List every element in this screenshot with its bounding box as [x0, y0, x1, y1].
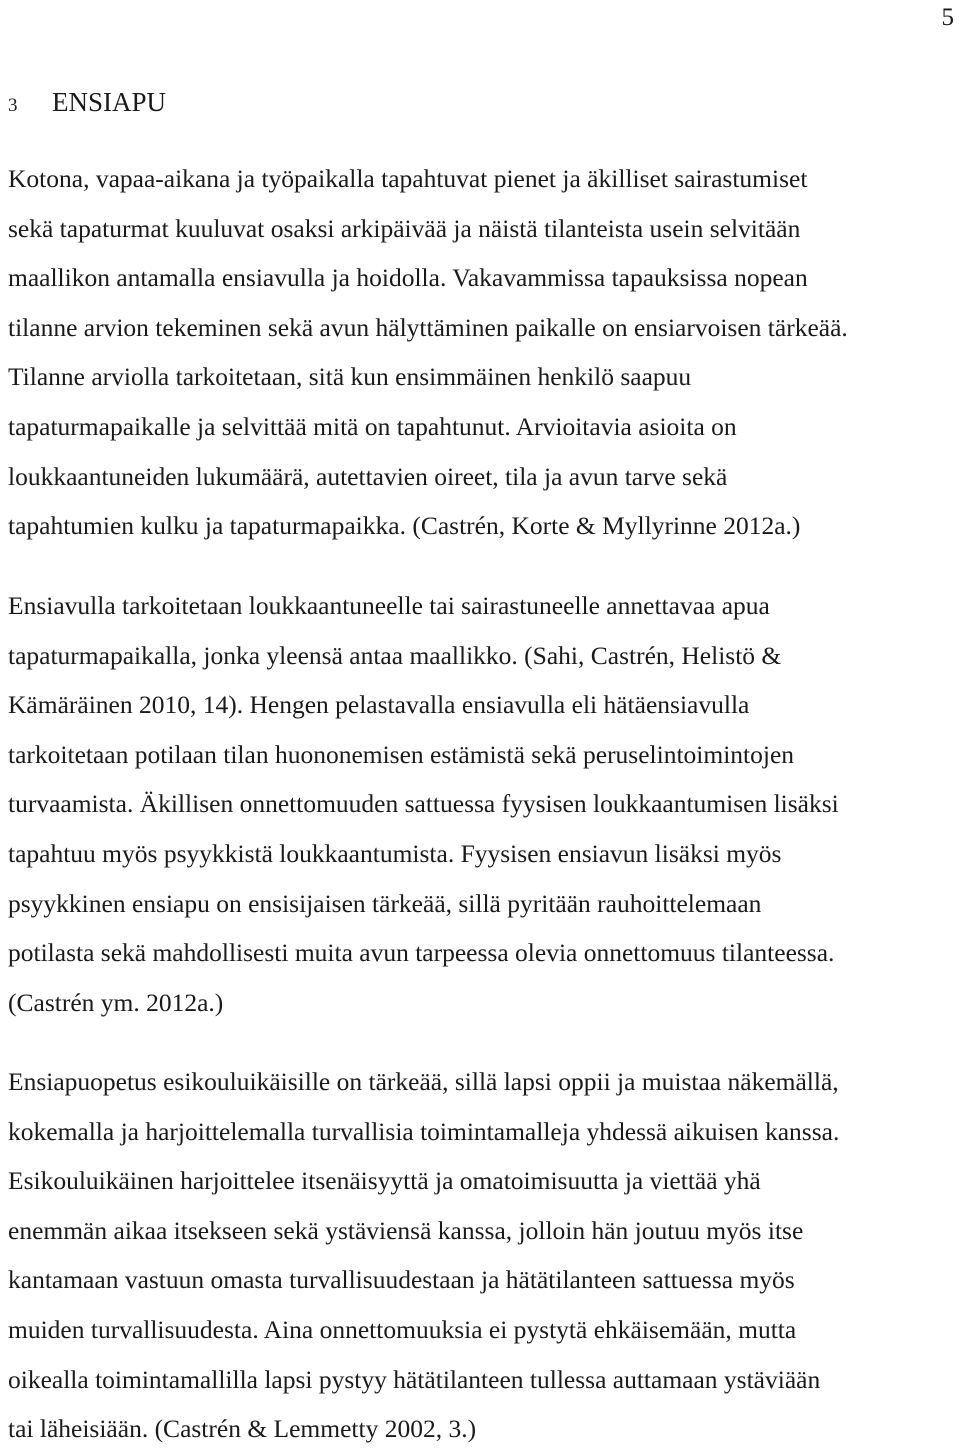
page-number: 5	[941, 4, 954, 31]
paragraph-line: loukkaantuneiden lukumäärä, autettavien oireet, tila ja avun tarve sekä	[8, 461, 728, 491]
paragraph-line: tapahtumien kulku ja tapaturmapaikka. (Castrén, Korte & Myllyrinne 2012a.)	[8, 511, 801, 541]
paragraph-line: tapaturmapaikalle ja selvittää mitä on tapahtunut. Arvioitavia asioita on	[8, 411, 737, 441]
paragraph-line: Tilanne arviolla tarkoitetaan, sitä kun ensimmäinen henkilö saapuu	[8, 362, 692, 392]
paragraph-line: sekä tapaturmat kuuluvat osaksi arkipäivää ja näistä tilanteista usein selvitään	[8, 213, 801, 243]
paragraph-line: Esikouluikäinen harjoittelee itsenäisyyttä ja omatoimisuutta ja viettää yhä	[8, 1166, 761, 1196]
paragraph-line: tapahtuu myös psyykkistä loukkaantumista. Fyysisen ensiavun lisäksi myös	[8, 838, 782, 868]
paragraph-line: potilasta sekä mahdollisesti muita avun tarpeessa olevia onnettomuus tilanteessa.	[8, 938, 835, 968]
paragraph-line: enemmän aikaa itsekseen sekä ystäviensä kanssa, jolloin hän joutuu myös itse	[8, 1215, 804, 1245]
paragraph-line: oikealla toimintamallilla lapsi pystyy hätätilanteen tullessa auttamaan ystäviään	[8, 1364, 821, 1394]
paragraph-line: tapaturmapaikalla, jonka yleensä antaa maallikko. (Sahi, Castrén, Helistö &	[8, 640, 782, 670]
section-heading	[8, 82, 166, 119]
paragraph-line: kokemalla ja harjoittelemalla turvallisia toimintamalleja yhdessä aikuisen kanssa.	[8, 1116, 840, 1146]
paragraph-line: Kämäräinen 2010, 14). Hengen pelastavalla ensiavulla eli hätäensiavulla	[8, 690, 750, 720]
paragraph-line: turvaamista. Äkillisen onnettomuuden sattuessa fyysisen loukkaantumisen lisäksi	[8, 789, 839, 819]
paragraph-line: maallikon antamalla ensiavulla ja hoidolla. Vakavammissa tapauksissa nopean	[8, 263, 808, 293]
paragraph-line: psyykkinen ensiapu on ensisijaisen tärkeää, sillä pyritään rauhoittelemaan	[8, 888, 762, 918]
paragraph-line: kantamaan vastuun omasta turvallisuudestaan ja hätätilanteen sattuessa myös	[8, 1265, 795, 1295]
paragraph-line: Ensiavulla tarkoitetaan loukkaantuneelle tai sairastuneelle annettavaa apua	[8, 591, 770, 620]
section-title: ENSIAPU	[52, 87, 167, 117]
paragraph-line: tilanne arvion tekeminen sekä avun hälyttäminen paikalle on ensiarvoisen tärkeää.	[8, 312, 848, 342]
paragraph-line: Ensiapuopetus esikouluikäisille on tärkeää, sillä lapsi oppii ja muistaa näkemällä,	[8, 1067, 839, 1096]
section-number: 3	[8, 95, 18, 116]
paragraph-line: tai läheisiään. (Castrén & Lemmetty 2002, 3.)	[8, 1414, 477, 1444]
paragraph-line: Kotona, vapaa-aikana ja työpaikalla tapahtuvat pienet ja äkilliset sairastumiset	[8, 164, 808, 193]
paragraph-line: muiden turvallisuudesta. Aina onnettomuuksia ei pystytä ehkäisemään, mutta	[8, 1314, 797, 1344]
paragraph-2	[8, 581, 960, 1027]
paragraph-1	[8, 154, 960, 551]
paragraph-line: (Castrén ym. 2012a.)	[8, 987, 224, 1017]
paragraph-line: tarkoitetaan potilaan tilan huononemisen estämistä sekä peruselintoimintojen	[8, 739, 795, 769]
paragraph-3	[8, 1057, 960, 1454]
